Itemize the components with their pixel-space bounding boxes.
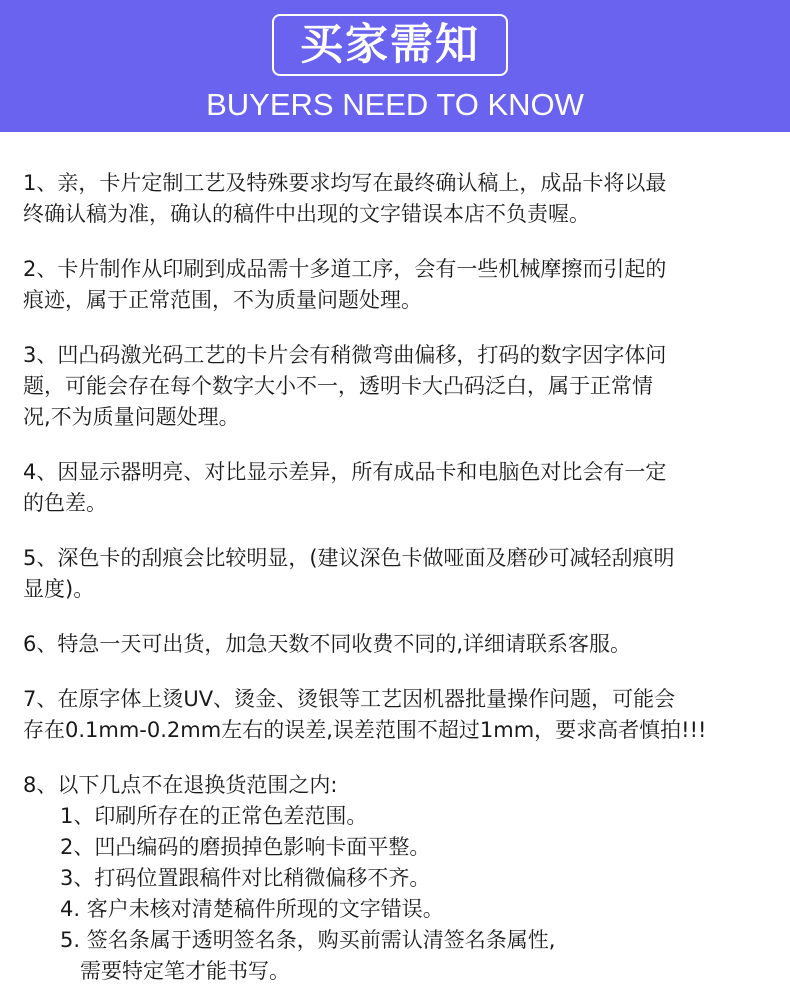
notice-list bbox=[23, 168, 773, 987]
notice-item-3: 3、凹凸码激光码工艺的卡片会有稍微弯曲偏移，打码的数字因字体问 题，可能会存在每个数字大小不一，透明卡大凸码泛白，属于正常情 况,不为质量问题处理。 bbox=[23, 343, 667, 429]
exclusion-item-4: 4. 客户未核对清楚稿件所现的文字错误。 bbox=[60, 897, 444, 921]
page-subtitle: BUYERS NEED TO KNOW bbox=[206, 87, 584, 122]
notice-item-5: 5、深色卡的刮痕会比较明显，(建议深色卡做哑面及磨砂可减轻刮痕明 显度)。 bbox=[23, 546, 675, 601]
notice-item-2: 2、卡片制作从印刷到成品需十多道工序，会有一些机械摩擦而引起的 痕迹，属于正常范围，不为质量问题处理。 bbox=[23, 257, 667, 312]
header-banner bbox=[0, 0, 790, 132]
exclusion-item-3: 3、打码位置跟稿件对比稍微偏移不齐。 bbox=[60, 866, 431, 890]
notice-item-4: 4、因显示器明亮、对比显示差异，所有成品卡和电脑色对比会有一定 的色差。 bbox=[23, 460, 667, 515]
exclusion-list bbox=[23, 801, 773, 987]
page-title: 买家需知 bbox=[272, 14, 508, 76]
exclusion-item-5: 5. 签名条属于透明签名条，购买前需认清签名条属性, 需要特定笔才能书写。 bbox=[60, 928, 556, 983]
notice-item-8 bbox=[23, 770, 773, 987]
exclusion-item-1: 1、印刷所存在的正常色差范围。 bbox=[60, 804, 368, 828]
exclusion-item-2: 2、凹凸编码的磨损掉色影响卡面平整。 bbox=[60, 835, 431, 859]
notice-item-7: 7、在原字体上烫UV、烫金、烫银等工艺因机器批量操作问题，可能会 存在0.1mm-0.2mm左右的误差,误差范围不超过1mm，要求高者慎拍!!! bbox=[23, 687, 707, 742]
notice-item-6: 6、特急一天可出货，加急天数不同收费不同的,详细请联系客服。 bbox=[23, 632, 632, 656]
notice-item-8-heading: 8、以下几点不在退换货范围之内: bbox=[23, 773, 338, 797]
notice-item-1: 1、亲，卡片定制工艺及特殊要求均写在最终确认稿上，成品卡将以最 终确认稿为准，确认的稿件中出现的文字错误本店不负责喔。 bbox=[23, 171, 667, 226]
